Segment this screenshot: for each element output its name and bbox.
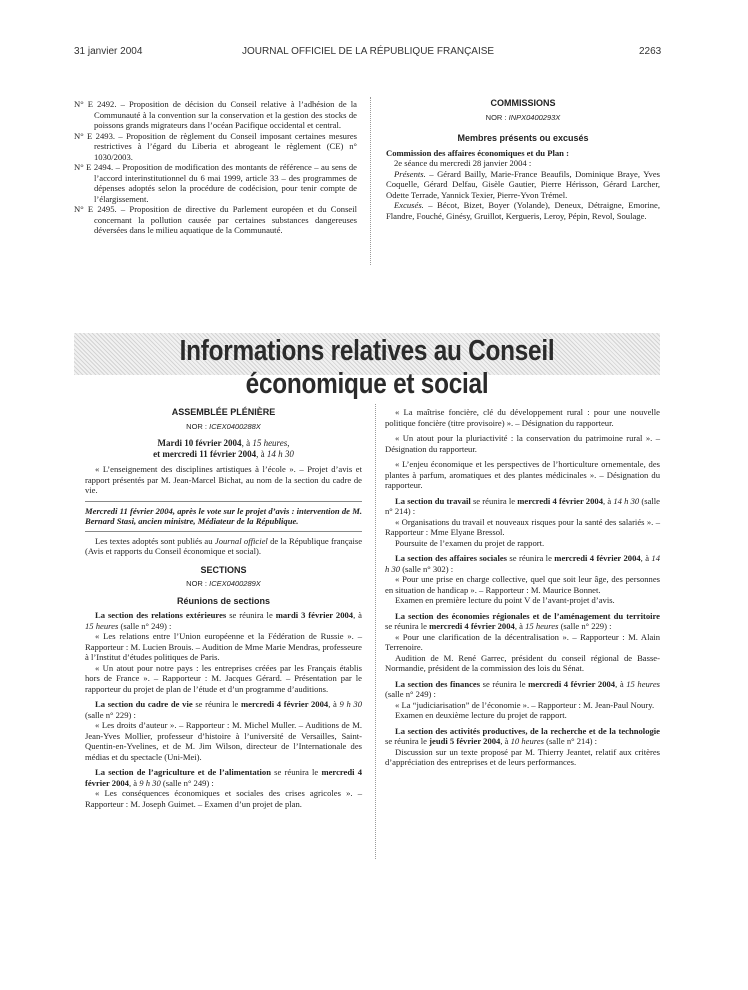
intervention-note bbox=[85, 506, 362, 527]
excuses-list: – Bécot, Bizet, Boyer (Yolande), Deneux, Détraigne, Emorine, Flandre, Fouché, Ginésy, Gruillot, Kergueris, Leroy, Pépin, Revol, Soulage. bbox=[386, 200, 660, 221]
presents-paragraph bbox=[386, 169, 660, 201]
header-journal-title: JOURNAL OFFICIEL DE LA RÉPUBLIQUE FRANÇAISE bbox=[242, 46, 495, 57]
agenda-item: « La “judiciarisation” de l’économie ». – Rapporteur : M. Jean-Paul Noury. bbox=[395, 699, 655, 710]
text-fragment: jeudi 5 février 2004 bbox=[429, 736, 501, 746]
agenda-item: Discussion sur un texte proposé par M. Thierry Jeantet, relatif aux critères d’appréciation des entreprises et de leurs performances. bbox=[385, 746, 660, 767]
text-fragment: La section des relations extérieures bbox=[95, 610, 227, 620]
text-fragment: se réunira le bbox=[385, 736, 430, 746]
text-fragment: La section des affaires sociales bbox=[395, 553, 508, 563]
agenda-item: « Organisations du travail et nouveaux risques pour la santé des salariés ». – Rapporteur : Mme Elyane Bressol. bbox=[385, 516, 660, 537]
text-fragment: se réunira le bbox=[507, 553, 555, 563]
text-fragment: , à bbox=[256, 448, 267, 459]
bottom-right-column bbox=[385, 407, 660, 773]
text-fragment: 10 heures bbox=[510, 736, 544, 746]
text-fragment: (salle n° 249) : bbox=[160, 777, 214, 788]
text-fragment: (salle n° 249) : bbox=[385, 689, 436, 699]
text-fragment: , à bbox=[328, 699, 340, 709]
text-fragment: se réunira le bbox=[480, 678, 529, 689]
agenda-item: « Les relations entre l’Union européenne et la Fédération de Russie ». – Rapporteur : M. Lucien Brouis. – Audition de Mme Marie Mendras, professeure à l’Institut d’études politiques de Paris. bbox=[85, 631, 362, 662]
sections-title: SECTIONS bbox=[200, 564, 247, 575]
section-heading bbox=[385, 553, 660, 574]
text-fragment: , à bbox=[353, 610, 362, 620]
nor-reference bbox=[85, 579, 362, 590]
sections-subtitle: Réunions de sections bbox=[176, 595, 271, 606]
top-left-column bbox=[74, 99, 357, 236]
header-date: 31 janvier 2004 bbox=[74, 46, 143, 57]
list-item: N° E 2494. – Proposition de modification des montants de référence – au sens de l’accord interinstitutionnel du 6 mai 1999, article 33 – des programmes de dépenses adoptés selon la procédure de codécision, pour tenir compte de l’élargissement. bbox=[74, 162, 357, 204]
text-fragment: (salle n° 229) : bbox=[558, 621, 612, 631]
text-fragment: 14 h 30 bbox=[613, 495, 640, 506]
agenda-item: « Les conséquences économiques et sociales des crises agricoles ». – Rapporteur : M. Joseph Guimet. – Examen d’un projet de plan. bbox=[85, 788, 362, 809]
text-fragment: mercredi 4 février 2004 bbox=[528, 678, 616, 689]
excuses-label: Excusés. bbox=[394, 200, 424, 210]
text-fragment: , à bbox=[640, 553, 652, 563]
text-fragment: Journal officiel bbox=[214, 535, 268, 546]
text-fragment: La section du travail bbox=[395, 495, 471, 506]
text-fragment: mercredi 4 février 2004 bbox=[241, 699, 329, 709]
text-fragment: , à bbox=[514, 621, 526, 631]
text-fragment: (salle n° 249) : bbox=[118, 620, 172, 631]
text-fragment: 14 h 30 bbox=[266, 448, 294, 459]
section-heading bbox=[385, 679, 660, 700]
text-fragment: , à bbox=[603, 495, 614, 506]
text-fragment: se réunira le bbox=[192, 699, 241, 709]
text-fragment: NOR : bbox=[186, 421, 208, 431]
text-fragment: mercredi 4 février 2004 bbox=[85, 767, 363, 788]
text-fragment: La section des économies régionales et de l’aménagement du territoire bbox=[395, 610, 660, 621]
list-item: N° E 2493. – Proposition de règlement du Conseil imposant certaines mesures restrictives à l’égard du Liberia et abrogeant le règlement (CE) n° 1030/2003. bbox=[74, 130, 357, 162]
text-fragment: Les textes adoptés sont publiés au bbox=[95, 535, 215, 546]
commission-name bbox=[386, 148, 660, 159]
text-fragment: Mardi 10 février 2004 bbox=[157, 438, 242, 448]
text-fragment: ICEX0400288X bbox=[209, 421, 261, 431]
text-fragment: 15 heures bbox=[252, 438, 288, 448]
column-divider bbox=[375, 404, 376, 859]
text-fragment: ICEX0400289X bbox=[209, 579, 261, 588]
agenda-item: « L’enjeu économique et les perspectives de l’horticulture ornementale, des plantes à parfum, aromatiques et des plantes médicinales ». – Désignation du rapporteur. bbox=[385, 459, 660, 490]
text-fragment: La section de l’agriculture et de l’alimentation bbox=[95, 767, 271, 777]
section-heading bbox=[85, 610, 362, 631]
seance-line: 2e séance du mercredi 28 janvier 2004 : bbox=[394, 158, 532, 168]
text-fragment: (salle n° 214) : bbox=[543, 736, 598, 746]
commissions-title: COMMISSIONS bbox=[490, 98, 556, 108]
text-fragment: se réunira le bbox=[271, 767, 322, 777]
text-fragment: Commission des affaires économiques et du Plan : bbox=[386, 147, 569, 158]
text-fragment: (salle n° 302) : bbox=[400, 563, 454, 574]
agenda-item: Examen en deuxième lecture du projet de rapport. bbox=[395, 710, 567, 720]
list-item: N° E 2492. – Proposition de décision du Conseil relative à l’adhésion de la Communauté à la convention sur la conservation et la gestion des stocks de poissons grands migrateurs dans l’océan Pacifique occidental et central. bbox=[74, 99, 357, 130]
assemblee-body: « L’enseignement des disciplines artistiques à l’école ». – Projet d’avis et rapport présentés par M. Jean-Marcel Bichat, au nom de la section du cadre de vie. bbox=[85, 464, 362, 495]
text-fragment: , à bbox=[241, 438, 253, 448]
column-divider bbox=[370, 97, 371, 265]
agenda-item: « Un atout pour la pluriactivité : la conservation du patrimoine rural ». – Désignation du rapporteur. bbox=[385, 433, 660, 454]
header-page-number: 2263 bbox=[639, 46, 662, 57]
text-fragment: 9 h 30 bbox=[139, 777, 161, 788]
agenda-item: Examen en première lecture du point V de l’avant-projet d’avis. bbox=[395, 595, 615, 605]
text-fragment: NOR : bbox=[186, 579, 208, 588]
divider bbox=[85, 531, 362, 532]
text-fragment: , bbox=[287, 438, 290, 448]
section-heading bbox=[85, 767, 362, 788]
text-fragment: mercredi 4 février 2004 bbox=[517, 495, 603, 506]
excuses-paragraph bbox=[386, 200, 660, 221]
commissions-column bbox=[386, 98, 660, 221]
divider bbox=[85, 501, 362, 502]
agenda-item: Poursuite de l’examen du projet de rapport. bbox=[395, 537, 545, 548]
text-fragment: , à bbox=[500, 736, 511, 746]
presents-list: – Gérard Bailly, Marie-France Beaufils, Dominique Braye, Yves Coquelle, Gérard Delfau, Gisèle Gautier, Pierre Hérisson, Gérard Larcher, Odette Terrade, Yannick Texier, Pierre-Yvon Trémel. bbox=[386, 168, 660, 200]
text-fragment: (salle n° 229) : bbox=[85, 709, 136, 720]
text-fragment: , à bbox=[128, 777, 140, 788]
bottom-left-column bbox=[85, 407, 362, 814]
text-fragment: 15 heures bbox=[626, 678, 660, 689]
text-fragment: La section du cadre de vie bbox=[95, 699, 193, 709]
nor-code: INPX0400293X bbox=[508, 112, 561, 122]
agenda-item: Audition de M. René Garrec, président du conseil régional de Basse-Normandie, président de la commission des lois du Sénat. bbox=[385, 652, 660, 673]
text-fragment: 15 heures bbox=[525, 621, 559, 631]
nor-reference bbox=[386, 113, 660, 124]
text-fragment: , à bbox=[615, 678, 627, 689]
banner-title: Informations relatives au Conseil économique et social bbox=[179, 335, 555, 400]
text-fragment: de la République française (Avis et rapports du Conseil économique et social). bbox=[85, 535, 363, 556]
text-fragment: 14 h 30 bbox=[385, 553, 661, 574]
section-heading bbox=[385, 496, 660, 517]
text-fragment: et mercredi 11 février 2004 bbox=[153, 448, 257, 459]
text-fragment: 9 h 30 bbox=[339, 699, 363, 709]
commissions-subtitle: Membres présents ou excusés bbox=[457, 133, 589, 143]
assemblee-title: ASSEMBLÉE PLÉNIÈRE bbox=[171, 407, 276, 417]
text-fragment: (salle n° 214) : bbox=[385, 495, 660, 516]
list-item: N° E 2495. – Proposition de directive du Parlement européen et du Conseil concernant la pollution causée par certaines substances dangereuses déversées dans le milieu aquatique de la Communauté. bbox=[74, 204, 357, 235]
session-date-2 bbox=[85, 449, 362, 460]
text-fragment: mercredi 4 février 2004 bbox=[429, 621, 515, 631]
presents-label: Présents. bbox=[394, 168, 426, 179]
agenda-item: « Pour une prise en charge collective, quel que soit leur âge, des personnes en situation de handicap ». – Rapporteur : M. Maurice Bonnet. bbox=[385, 574, 660, 595]
nor-label: NOR : bbox=[485, 112, 507, 122]
session-date-1 bbox=[85, 438, 362, 449]
text-fragment: mardi 3 février 2004 bbox=[275, 610, 354, 620]
text-fragment: se réunira le bbox=[226, 610, 276, 620]
section-heading bbox=[385, 611, 660, 632]
textes-adoptes bbox=[85, 536, 362, 557]
text-fragment: se réunira le bbox=[385, 621, 430, 631]
section-heading bbox=[385, 726, 660, 747]
text-fragment: 15 heures bbox=[85, 620, 119, 631]
agenda-item: « Les droits d’auteur ». – Rapporteur : M. Michel Muller. – Auditions de M. Jean-Yves Mollier, professeur d’histoire à l’université de Versailles, Saint-Quentin-en-Yvelines, et de M. Jim Wilson, directeur de l’Internationale des médias et du spectacle (Uni-Mei). bbox=[85, 720, 362, 762]
nor-reference bbox=[85, 422, 362, 433]
agenda-item: « La maîtrise foncière, clé du développement rural : pour une nouvelle politique foncière (titre provisoire) ». – Désignation du rapporteur. bbox=[385, 407, 660, 428]
text-fragment: La section des finances bbox=[395, 678, 481, 689]
text-fragment: se réunira le bbox=[470, 495, 518, 506]
agenda-item: « Un atout pour notre pays : les entreprises créées par les Français établis hors de France ». – Rapporteur : M. Jacques Gérard. – Présentation par le rapporteur du projet de plan de l’étude et d’un programme d’auditions. bbox=[85, 662, 362, 694]
text-fragment: Mercredi 11 février 2004, après le vote sur le projet d’avis : intervention de M. Bernard Stasi, ancien ministre, Médiateur de la République. bbox=[85, 505, 362, 526]
text-fragment: mercredi 4 février 2004 bbox=[554, 553, 641, 563]
section-heading bbox=[85, 699, 362, 720]
text-fragment: La section des activités productives, de la recherche et de la technologie bbox=[395, 725, 660, 736]
agenda-item: « Pour une clarification de la décentralisation ». – Rapporteur : M. Alain Terrenoire. bbox=[385, 631, 660, 652]
section-banner bbox=[74, 333, 660, 400]
